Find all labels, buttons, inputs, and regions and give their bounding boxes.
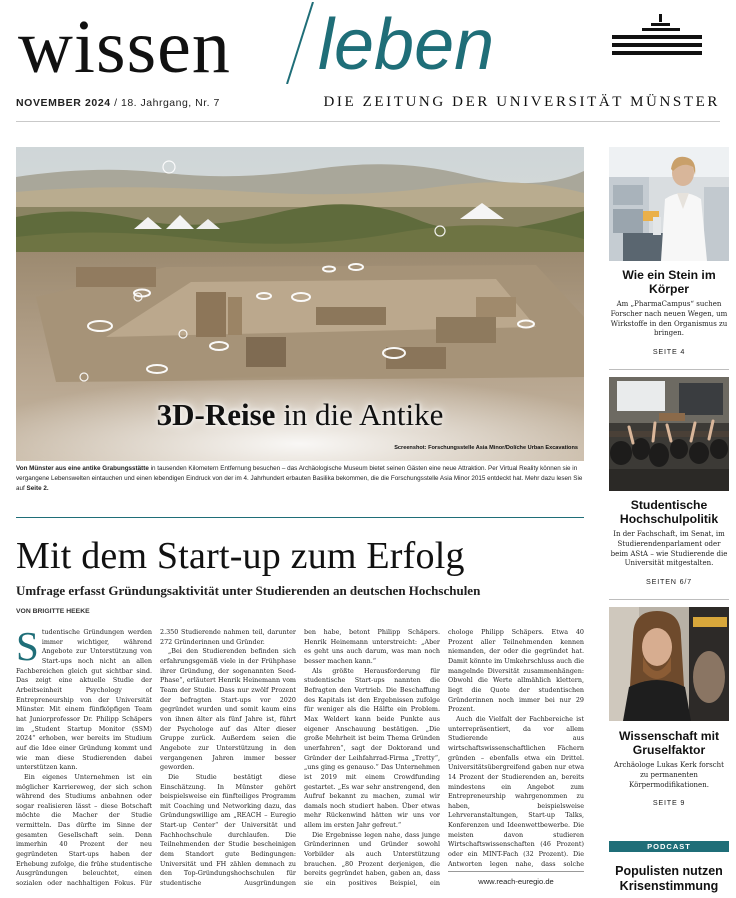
issue-info [16,97,220,109]
masthead-title-wissen: wissen [18,5,231,89]
article-paragraph: Die Studie bestätigt diese Einschätzung. In Münster gehört beispielsweise ein fünfteiliges Programm mit Coaching und Networking dazu, das Gründungswillige am „REACH – Euregio Start-up Center“ der Universität und Fachhochschule durchlaufen. Die Teilnehmenden der Studie bescheinigen dem Standort gute Bedingungen: Universität und FH zählen demnach zu den Top-Gründungshochschulen für studentische Ausgründungen [160,772,296,888]
podcast-label: PODCAST [609,841,729,852]
archaeologist-photo-icon [609,607,729,721]
article-column-2 [160,628,296,890]
paragraph-text: tudentische Gründungen werden immer wichtiger, während Angebote zur Unterstützung von Start-ups noch nicht an allen Fachbereichen gleich gut sichtbar sind. Das zeigt eine aktuelle Studie der Arbeitseinheit Psychology of Entrepreneurship von der Universität Münster. Mit einem fünfköpfigen Team hat Juniorprofessor Dr. Philipp Schäpers im „Student Startup Monitor (SSM) 2024“ erhoben, wer bereits im Studium auf die Idee einer Gründung kommt und wie man diese Studierenden dabei unterstützen kann. [16,628,152,772]
sidebar-image-3 [609,607,729,721]
podcast-title[interactable]: Populisten nutzen Krisenstimmung [615,864,723,893]
article-paragraph: 2.350 Studierende nahmen teil, darunter 272 Gründerinnen und Gründer. [160,628,296,646]
article-paragraph: Als größte Herausforderung für studentische Start-ups nannten die Befragten den Vertrieb. Die Beschaffung des Kapitals ist den Ergebnissen zufolge für weniger als die Hälfte ein Problem. Max Weldert kann beide Punkte aus eigener Anschauung bestätigen. „Die große Mehrheit ist beim Thema Gründen unerfahren“, sagt der Doktorand und Gründer der Leihfahrrad-Firma „Tretty“, „uns ging es genauso.“ Das Unternehmen ist 2019 mit einem Crowdfunding gestartet. „Es war sehr anstrengend, den Aufruf bekannt zu machen, zumal wir damals noch studiert haben. Über etwas mehr Rückenwind hätten wir uns vor allem im ersten Jahr gefreut.“ [304,666,440,830]
article-column-1 [16,628,152,890]
article-paragraph [16,628,152,773]
teaser-text: Archäologe Lukas Kerk forscht zu permanenten Körpermodifikationen. [614,761,724,789]
sidebar-teaser-1[interactable] [609,268,729,356]
sidebar-divider [609,599,729,600]
article-paragraph: Die Ergebnisse legen nahe, dass junge Gründerinnen und Gründer sowohl Vorbilder als auch Unterstützung brauchen. „80 Prozent derjenigen, die bereits gegründet haben, gaben an, dass sie ein positives Beispiel, ein [304,830,440,888]
hero-caption-page-ref[interactable]: Seite 2. [26,485,49,492]
sidebar-image-1 [609,147,729,261]
hero-image [16,147,584,461]
hero-caption-lead: Von Münster aus eine antike Grabungsstätte [16,465,149,472]
scientist-photo-icon [609,147,729,261]
article-paragraph: ben habe, betont Philipp Schäpers. Henrik Heinemann unterstreicht: „Aber es geht uns auch darum, was man noch besser machen kann.“ [304,628,440,665]
teaser-title: Studentische Hochschulpolitik [619,498,719,526]
article-column-4 [448,628,584,868]
hero-title-rest: in die Antike [275,397,444,432]
sidebar-teaser-3[interactable] [609,729,729,807]
issue-volume: / 18. Jahrgang, Nr. 7 [110,97,220,109]
article-paragraph: „Bei den Studierenden befinden sich erfahrungsgemäß viele in der Frühphase ihrer Gründung, der sogenannten Seed-Phase“, erläutert Henrik Heinemann vom Team der Studie. Dass nur zwölf Prozent der befragten Start-ups vor 2020 gegründet wurden und somit kaum eins von ihnen älter als fünf Jahre ist, führt der Psychologe auf das Alter dieser Gruppe zurück. Außerdem seien die Angebote zur Unterstützung in den vergangenen Jahren immer besser geworden. [160,647,296,772]
university-logo-icon [612,8,702,68]
drop-cap: S [16,628,39,669]
issue-month: NOVEMBER 2024 [16,97,111,109]
article-paragraph: chologe Philipp Schäpers. Etwa 40 Prozent aller Teilnehmenden kennen niemanden, der oder die gegründet hat. Damit könnte im Umkehrschluss auch die mangelnde Diversität zusammenhängen: Obwohl die Werte allmählich klettern, liegt die Quote der studentischen Gründerinnen noch immer bei nur 29 Prozent. [448,628,584,714]
teaser-title: Wie ein Stein im Körper [622,268,716,296]
photo-credit: Screenshot: Forschungsstelle Asia Minor/Dolíche Urban Excavations [394,445,578,451]
section-divider [16,517,584,518]
article-column-3 [304,628,440,890]
hero-caption-text: in tausenden Kilometern Entfernung besuchen – das Archäologische Museum bietet seinen Gästen eine neue Attraktion. Per Virtual Reality können sie in vergangene Lebenswelten eintauchen und einen lebendigen Eindruck von der im 4. Jahrhundert erbauten Basilika bekommen, die die Forschungsstelle Asia Minor 2015 entdeckt hat. Mehr dazu lesen Sie auf [16,465,583,492]
article-byline: VON BRIGITTE HEEKE [16,608,90,615]
teaser-page: SEITE 9 [652,798,686,808]
article-link[interactable]: www.reach-euregio.de [478,877,554,886]
article-headline: Mit dem Start-up zum Erfolg [16,535,465,577]
teaser-text: In der Fachschaft, im Senat, im Studierendenparlament oder beim AStA – wie Studierende die Universität mitgestalten. [610,530,728,568]
teaser-text: Am „PharmaCampus“ suchen Forscher nach neuen Wegen, um Wirkstoffe in den Organismus zu bringen. [610,300,728,338]
sidebar-image-2 [609,377,729,491]
article-paragraph: Ein eigenes Unternehmen ist ein möglicher Karriereweg, der sich schon während des Studiums anbahnen oder sogar realisieren lässt – diese Botschaft möchte die Macher der Studie vermitteln. Das dürfte im Sinne der gesamten Gesellschaft sein. Denn immerhin 40 Prozent der neu gegründeten Start-ups haben der Erhebung zufolge, die frühe studentische Ausgründungen beleuchtet, einen sozialen oder nachhaltigen Fokus. Für [16,772,152,888]
masthead-title-leben: leben [318,5,495,85]
masthead-subtitle: DIE ZEITUNG DER UNIVERSITÄT MÜNSTER [323,94,720,110]
hero-caption [16,464,584,494]
teaser-page: SEITE 4 [652,347,686,357]
masthead-slash-icon [280,2,320,84]
teaser-title: Wissenschaft mit Gruselfaktor [618,729,720,757]
hero-title [16,397,584,433]
sidebar-teaser-2[interactable] [609,498,729,586]
teaser-page: SEITEN 6/7 [646,577,692,587]
sidebar-divider [609,369,729,370]
article-paragraph: Auch die Vielfalt der Fachbereiche ist unterrepräsentiert, da vor allem Studierende aus wirtschaftswissenschaftlichen Fächern gründen – ebenfalls etwa ein Drittel. Universitätsübergreifend gaben nur etwa 14 Prozent der Studierenden an, bereits mindestens ein Angebot zum Entrepreneurship wahrgenommen zu haben, beispielsweise Lehrveranstaltungen, Start-up Talks, Konferenzen und Ideenwettbewerbe. Die meisten davon studieren Wirtschaftswissenschaften (46 Prozent) oder ein MINT-Fach (32 Prozent). Die Antworten legen nahe, dass solche [448,714,584,868]
hero-title-bold: 3D-Reise [156,397,276,432]
masthead-divider [16,121,720,122]
url-divider [448,871,584,872]
lecture-hall-photo-icon [609,377,729,491]
article-subhead: Umfrage erfasst Gründungsaktivität unter Studierenden an deutschen Hochschulen [16,583,481,598]
masthead [16,0,720,120]
